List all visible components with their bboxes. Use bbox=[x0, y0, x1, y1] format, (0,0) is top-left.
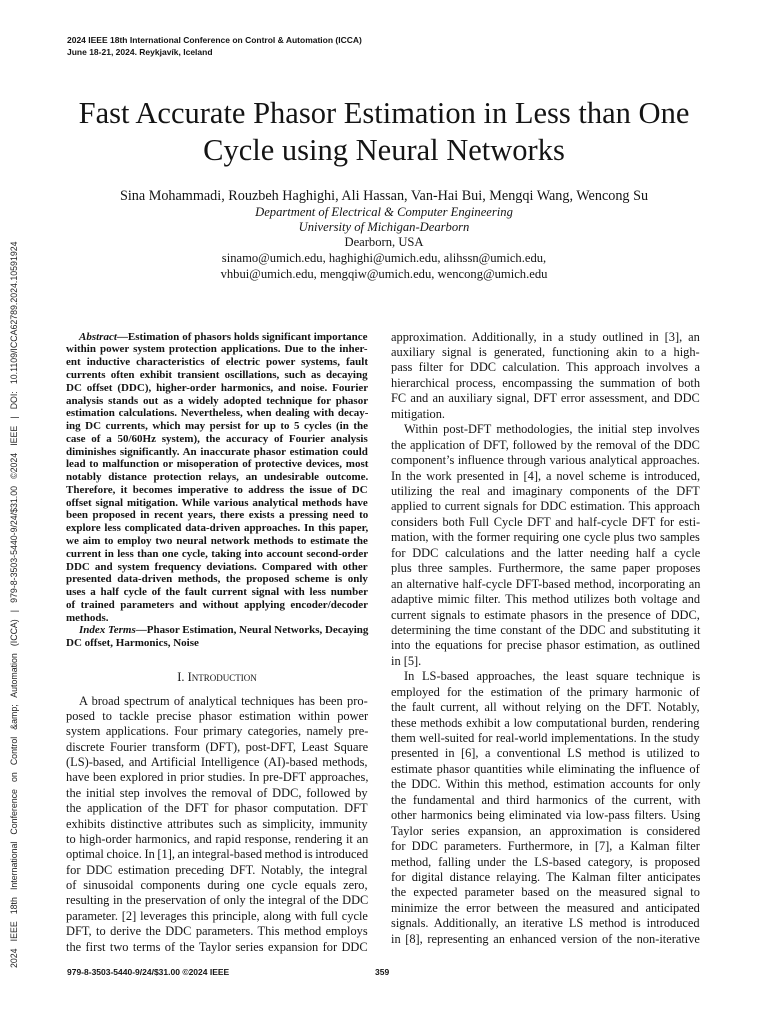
abstract-line-text: ing DC currents, which may persist for up to 5 cycles (in the bbox=[66, 420, 368, 433]
text-line-text: have been explored in prior studies. In pre-DFT approaches, bbox=[66, 770, 369, 785]
abstract-line-text: lead to malfunction or misoperation of protective devices, most bbox=[66, 458, 369, 471]
text-line-text: these methods exhibit a low computational burden, rendering bbox=[391, 715, 700, 730]
text-line bbox=[66, 724, 368, 739]
text-line bbox=[391, 330, 700, 345]
text-line bbox=[391, 469, 700, 484]
abstract-line-text: notably distance protection relays, an undesirable outcome. bbox=[66, 471, 369, 484]
index-terms-line bbox=[79, 624, 368, 637]
text-line bbox=[66, 801, 368, 816]
text-line bbox=[391, 499, 700, 514]
text-line bbox=[391, 438, 700, 453]
abstract-line-text: DC offset (DDC), higher-order harmonics, and noise. Fourier bbox=[66, 381, 369, 394]
paper-title-line: Cycle using Neural Networks bbox=[203, 133, 565, 167]
text-line bbox=[391, 700, 700, 715]
university: University of Michigan-Dearborn bbox=[298, 219, 470, 234]
text-line-text: in [5]. bbox=[391, 653, 422, 668]
abstract-line bbox=[66, 382, 368, 395]
text-line-text: the initial step involves the removal of DDC, followed by bbox=[66, 785, 368, 800]
abstract-line-text: Therefore, it becomes imperative to address the issue of DC bbox=[66, 483, 368, 496]
email-line: sinamo@umich.edu, haghighi@umich.edu, alihssn@umich.edu, bbox=[221, 250, 547, 265]
text-line bbox=[391, 360, 700, 375]
abstract-line bbox=[66, 599, 368, 612]
abstract-line bbox=[66, 395, 368, 408]
text-line bbox=[391, 530, 700, 545]
text-line bbox=[391, 824, 700, 839]
text-line-text: adaptive mimic filter. This method utilizes both voltage and bbox=[391, 592, 701, 607]
text-line bbox=[391, 345, 700, 360]
text-line-text: plus three samples. Furthermore, the same paper proposes bbox=[391, 561, 701, 576]
footer-copyright: 979-8-3503-5440-9/24/$31.00 ©2024 IEEE bbox=[67, 966, 230, 977]
text-line bbox=[391, 654, 700, 669]
conference-header: 2024 IEEE 18th International Conference on Control & Automation (ICCA) bbox=[67, 34, 362, 45]
index-terms-label: Index Terms bbox=[79, 624, 136, 637]
text-line bbox=[66, 770, 368, 785]
text-line-text: into the equations for precise phasor estimation, as outlined bbox=[391, 638, 700, 653]
text-line bbox=[391, 376, 700, 391]
abstract-line bbox=[66, 446, 368, 459]
text-line-text: considers both Full Cycle DFT and half-cycle DFT for esti- bbox=[391, 514, 701, 529]
text-line-text: FC and an auxiliary signal, DFT error assessment, and DDC bbox=[391, 391, 700, 406]
abstract-line-content bbox=[79, 331, 368, 344]
text-line-text: them well-suited for real-world implementations. In the study bbox=[391, 731, 700, 746]
text-line-text: auxiliary signal is generated, functioning akin to a high- bbox=[391, 345, 700, 360]
text-line bbox=[391, 391, 700, 406]
abstract-line bbox=[66, 458, 368, 471]
text-line-text: other harmonics being eliminated via low-pass filters. Using bbox=[391, 808, 701, 823]
abstract-line bbox=[66, 548, 368, 561]
abstract-line bbox=[66, 509, 368, 522]
abstract-line-text: case of a 50/60Hz system), the accuracy of Fourier analysis bbox=[66, 432, 368, 445]
text-line bbox=[391, 407, 700, 422]
text-line-text: resulting in the preservation of only the integral of the DDC bbox=[66, 893, 369, 908]
abstract-line bbox=[66, 497, 368, 510]
text-line bbox=[66, 909, 368, 924]
abstract-label: Abstract bbox=[79, 330, 117, 343]
text-line-text: utilizing the real and imaginary components of the DFT bbox=[391, 484, 700, 498]
abstract-line bbox=[66, 471, 368, 484]
abstract-line-text: we aim to employ two neural network methods to estimate the bbox=[66, 535, 368, 548]
text-line-text: pass filter for DDC calculation. This approach involves a bbox=[391, 360, 700, 375]
text-line-text: minimize the error between the measured and anticipated bbox=[391, 900, 700, 915]
abstract-line-text: offset signal mitigation. While various analytical methods have bbox=[66, 496, 368, 509]
text-line bbox=[391, 746, 700, 761]
text-line-text: signals. Additionally, an iterative LS method is introduced bbox=[391, 916, 700, 931]
text-line bbox=[391, 793, 700, 808]
text-line bbox=[391, 484, 700, 499]
text-line-text: posed to tackle precise phasor estimation within power bbox=[66, 708, 369, 723]
text-line bbox=[391, 885, 700, 900]
abstract-line bbox=[66, 586, 368, 599]
text-line-text: In LS-based approaches, the least square technique is bbox=[404, 669, 701, 684]
abstract-line bbox=[66, 433, 368, 446]
text-line bbox=[66, 817, 368, 832]
conference-dates: June 18-21, 2024. Reykjavík, Iceland bbox=[67, 46, 213, 57]
abstract-line-text: of trained parameters and without applying encoder/decoder bbox=[66, 598, 368, 611]
text-line bbox=[404, 669, 700, 684]
right-column bbox=[391, 0, 700, 1024]
abstract-line-text: methods. bbox=[66, 611, 109, 624]
text-line-text: A broad spectrum of analytical techniques has been pro- bbox=[79, 693, 368, 708]
text-line-text: the application of the DFT for phasor computation. DFT bbox=[66, 801, 368, 816]
abstract-line-text: estimation calculations. Nevertheless, when dealing with decay- bbox=[66, 407, 369, 420]
text-line-text: the expected parameter based on the measured signal to bbox=[391, 885, 700, 900]
text-line-text: of sinusoidal components during one cycle equals zero, bbox=[66, 878, 368, 893]
text-line-text: Within post-DFT methodologies, the initial step involves bbox=[404, 422, 700, 437]
text-line bbox=[391, 608, 700, 623]
text-line-text: for DDC calculations and the latter needing half a cycle bbox=[391, 545, 701, 560]
abstract-line bbox=[66, 561, 368, 574]
abstract-line-text: explore less complicated data-driven approaches. In this paper, bbox=[66, 522, 369, 535]
abstract-line bbox=[66, 612, 368, 625]
text-line-text: current signals to estimate phasors in the presence of DDC, bbox=[391, 607, 700, 622]
text-line bbox=[391, 762, 700, 777]
abstract-line bbox=[66, 369, 368, 382]
location: Dearborn, USA bbox=[344, 234, 424, 249]
abstract-line-text: DDC and system frequency deviations. Compared with other bbox=[66, 560, 368, 573]
text-line bbox=[66, 755, 368, 770]
text-line bbox=[66, 924, 368, 939]
abstract-line-text: presented data-driven methods, the proposed scheme is only bbox=[66, 573, 368, 586]
index-terms-line-text: DC offset, Harmonics, Noise bbox=[66, 637, 199, 650]
text-line bbox=[391, 685, 700, 700]
section-heading: I. Introduction bbox=[177, 669, 257, 684]
text-line bbox=[66, 863, 368, 878]
abstract-line bbox=[66, 420, 368, 433]
text-line-text: method, falling under the LS-based category, is proposed bbox=[391, 854, 701, 869]
text-line bbox=[66, 878, 368, 893]
text-line-text: DFT, to derive the DDC parameters. This method employs bbox=[66, 924, 368, 939]
text-line bbox=[66, 893, 368, 908]
text-line-text: mation, with the former requiring one cycle plus two samples bbox=[391, 530, 700, 545]
page-number: 359 bbox=[375, 966, 390, 977]
abstract-line bbox=[66, 407, 368, 420]
abstract-line-text: currents often exhibit transient oscillations, such as decaying bbox=[66, 369, 368, 381]
text-line bbox=[66, 832, 368, 847]
text-line-text: employed for the estimation of the primary harmonic of bbox=[391, 684, 700, 699]
text-line bbox=[66, 786, 368, 801]
text-line-text: for DDC parameters. Furthermore, in [7], a Kalman filter bbox=[391, 839, 700, 854]
text-line bbox=[391, 777, 700, 792]
text-line bbox=[66, 740, 368, 755]
abstract-line-text: diminishes significantly. An inaccurate phasor estimation could bbox=[66, 445, 368, 458]
text-line-text: the application of DFT, followed by the removal of the DDC bbox=[391, 437, 700, 452]
text-line-text: applied to current signals for DDC estimation. This approach bbox=[391, 499, 700, 514]
email-line: vhbui@umich.edu, mengqiw@umich.edu, wencong@umich.edu bbox=[220, 266, 548, 281]
text-line-text: in [8], representing an enhanced version of the non-iterative bbox=[391, 931, 700, 946]
text-line bbox=[391, 855, 700, 870]
index-terms-line-content bbox=[79, 624, 368, 637]
text-line bbox=[391, 638, 700, 653]
text-line bbox=[391, 453, 700, 468]
abstract-line bbox=[66, 535, 368, 548]
text-line bbox=[391, 901, 700, 916]
side-citation-note bbox=[9, 241, 19, 968]
text-line-text: approximation. Additionally, in a study outlined in [3], an bbox=[391, 329, 700, 344]
abstract-line bbox=[79, 331, 368, 344]
text-line bbox=[391, 592, 700, 607]
side-citation-text: 2024 IEEE 18th International Conference on Control &amp; Automation (ICCA) | 979-8-3503-5440-9/24/$31.00 ©2024 IEEE | DOI: 10.1109/ICCA62789.2024.10591924 bbox=[9, 241, 19, 968]
text-line-text: component’s influence through various analytical approaches. bbox=[391, 453, 700, 468]
text-line-text: for digital distance relaying. The Kalman filter anticipates bbox=[391, 870, 701, 884]
text-line-text: exhibits distinctive attributes such as simplicity, immunity bbox=[66, 816, 368, 831]
text-line-text: mitigation. bbox=[391, 406, 446, 421]
text-line bbox=[391, 932, 700, 947]
text-line bbox=[391, 870, 700, 885]
abstract-text: —Estimation of phasors holds significant importance bbox=[116, 330, 368, 343]
text-line-text: (LS)-based, and Artificial Intelligence (AI)-based methods, bbox=[66, 755, 368, 770]
text-line bbox=[391, 546, 700, 561]
index-terms-text: —Phasor Estimation, Neural Networks, Decaying bbox=[135, 624, 369, 637]
text-line-text: parameter. [2] leverages this principle, along with full cycle bbox=[66, 908, 368, 923]
text-line bbox=[404, 422, 700, 437]
index-terms-line bbox=[66, 637, 368, 650]
abstract-line-text: current in less than one cycle, taking into account second-order bbox=[66, 547, 369, 560]
text-line bbox=[391, 916, 700, 931]
text-line-text: hierarchical process, encompassing the summation of both bbox=[391, 375, 701, 390]
abstract-line-text: ent inductive characteristics of electric power systems, fault bbox=[66, 356, 368, 369]
abstract-line-text: uses a half cycle of the fault current signal with less number bbox=[66, 586, 368, 599]
text-line-text: Taylor series expansion, an approximation is considered bbox=[391, 823, 701, 838]
text-line-text: the fundamental and third harmonics of the current, with bbox=[391, 792, 701, 807]
left-column bbox=[66, 0, 368, 1024]
text-line bbox=[79, 694, 368, 709]
text-line bbox=[66, 940, 368, 955]
text-line bbox=[391, 623, 700, 638]
abstract-line bbox=[66, 484, 368, 497]
abstract-line-text: analysis stands out as a widely adopted technique for phasor bbox=[66, 394, 369, 407]
text-line-text: estimate phasor quantities while eliminating the influence of bbox=[391, 761, 700, 776]
text-line bbox=[391, 577, 700, 592]
text-line-text: the fault current, all without relying on the DFT. Notably, bbox=[391, 700, 700, 715]
text-line-text: the DDC. Within this method, estimation accounts for only bbox=[391, 777, 701, 792]
abstract-line bbox=[66, 522, 368, 535]
text-line-text: presented in [6], a conventional LS method is utilized to bbox=[391, 746, 700, 761]
paper-title-line: Fast Accurate Phasor Estimation in Less than One bbox=[78, 96, 690, 130]
abstract-line bbox=[66, 573, 368, 586]
text-line-text: an alternative half-cycle DFT-based method, incorporating an bbox=[391, 576, 701, 591]
text-line bbox=[391, 839, 700, 854]
text-line-text: discrete Fourier transform (DFT), post-DFT, Least Square bbox=[66, 739, 369, 754]
author-list: Sina Mohammadi, Rouzbeh Haghighi, Ali Hassan, Van-Hai Bui, Mengqi Wang, Wencong Su bbox=[119, 187, 649, 204]
text-line-text: to high-order harmonics, and rapid response, rendering it an bbox=[66, 831, 369, 846]
text-line bbox=[391, 716, 700, 731]
text-line bbox=[391, 515, 700, 530]
text-line-text: optimal choice. In [1], an integral-based method is introduced bbox=[66, 847, 369, 862]
text-line bbox=[391, 808, 700, 823]
text-line-text: the first two terms of the Taylor series expansion for DDC bbox=[66, 939, 368, 954]
text-line bbox=[66, 847, 368, 862]
abstract-line-text: within power system protection applications. Due to the inher- bbox=[66, 343, 368, 356]
text-line-text: for DDC estimation preceding DFT. Notably, the integral bbox=[66, 862, 368, 877]
department: Department of Electrical & Computer Engineering bbox=[255, 204, 513, 219]
text-line bbox=[391, 731, 700, 746]
text-line bbox=[66, 709, 368, 724]
abstract-line bbox=[66, 343, 368, 356]
abstract-line-text: been proposed in recent years, there exists a pressing need to bbox=[66, 509, 369, 522]
text-line-text: In the work presented in [4], a novel scheme is introduced, bbox=[391, 468, 701, 483]
text-line-text: determining the time constant of the DDC and substituting it bbox=[391, 622, 701, 637]
abstract-line bbox=[66, 356, 368, 369]
text-line bbox=[391, 561, 700, 576]
text-line-text: system applications. Four primary categories, namely pre- bbox=[66, 724, 369, 739]
